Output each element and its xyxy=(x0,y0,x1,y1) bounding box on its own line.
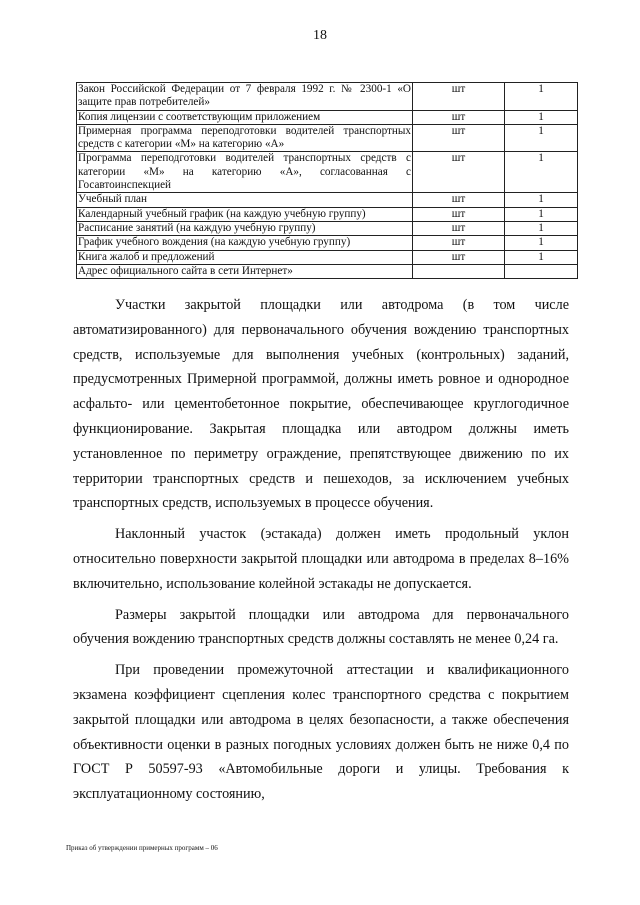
body-text xyxy=(73,293,569,813)
table-row xyxy=(77,110,578,124)
table-cell-name: Расписание занятий (на каждую учебную группу) xyxy=(77,221,413,235)
paragraph: Участки закрытой площадки или автодрома (в том числе автоматизированного) для первоначального обучения вождению транспортных средств, используемые для выполнения учебных (контрольных) заданий, предусмотренных Примерной программой, должны иметь ровное и однородное асфальто- или цементобетонное покрытие, обеспечивающее круглогодичное функционирование. Закрытая площадка или автодром должны иметь установленное по периметру ограждение, препятствующее движению по их территории транспортных средств и пешеходов, за исключением учебных транспортных средств, используемых в процессе обучения. xyxy=(73,297,569,512)
table-cell-name: Календарный учебный график (на каждую учебную группу) xyxy=(77,207,413,221)
table-row xyxy=(77,193,578,207)
table-cell-qty: 1 xyxy=(505,152,578,193)
equipment-table xyxy=(76,82,578,279)
table-cell-name: Книга жалоб и предложений xyxy=(77,250,413,264)
table-row xyxy=(77,250,578,264)
table-cell-qty xyxy=(505,264,578,278)
table-row xyxy=(77,152,578,193)
table-row xyxy=(77,264,578,278)
table-cell-name: Копия лицензии с соответствующим приложением xyxy=(77,110,413,124)
table-row xyxy=(77,221,578,235)
table-cell-unit: шт xyxy=(413,221,505,235)
table-cell-name: Адрес официального сайта в сети Интернет» xyxy=(77,264,413,278)
table-cell-unit: шт xyxy=(413,193,505,207)
page-number: 18 xyxy=(313,28,327,43)
table-cell-unit: шт xyxy=(413,250,505,264)
table-row xyxy=(77,124,578,152)
table-cell-qty: 1 xyxy=(505,250,578,264)
table-cell-unit: шт xyxy=(413,83,505,111)
table-cell-qty: 1 xyxy=(505,83,578,111)
table-cell-qty: 1 xyxy=(505,110,578,124)
page-footer: Приказ об утверждении примерных программ – 06 xyxy=(66,844,218,852)
table-cell-name: Примерная программа переподготовки водителей транспортных средств с категории «М» на категорию «А» xyxy=(78,124,411,151)
table-cell-name: График учебного вождения (на каждую учебную группу) xyxy=(77,236,413,250)
table-row xyxy=(77,83,578,111)
table-cell-qty: 1 xyxy=(505,193,578,207)
table-cell-name: Закон Российской Федерации от 7 февраля 1992 г. № 2300-1 «О защите прав потребителей» xyxy=(78,83,411,109)
table-cell-qty: 1 xyxy=(505,221,578,235)
table-cell-unit: шт xyxy=(413,110,505,124)
table-cell-unit: шт xyxy=(413,207,505,221)
table-cell-qty: 1 xyxy=(505,124,578,152)
table-cell-unit xyxy=(413,264,505,278)
table-row xyxy=(77,207,578,221)
table-cell-qty: 1 xyxy=(505,236,578,250)
paragraph: Размеры закрытой площадки или автодрома для первоначального обучения вождению транспортных средств должны составлять не менее 0,24 га. xyxy=(73,606,569,648)
paragraph: При проведении промежуточной аттестации и квалификационного экзамена коэффициент сцепления колес транспортного средства с покрытием закрытой площадки или автодрома в целях безопасности, а также обеспечения объективности оценки в разных погодных условиях должен быть не ниже 0,4 по ГОСТ Р 50597-93 «Автомобильные дороги и улицы. Требования к эксплуатационному состоянию, xyxy=(73,662,569,803)
table-row xyxy=(77,236,578,250)
table-cell-unit: шт xyxy=(413,124,505,152)
table-cell-name: Учебный план xyxy=(77,193,413,207)
table-cell-unit: шт xyxy=(413,236,505,250)
table-cell-name: Программа переподготовки водителей транспортных средств с категории «М» на категорию «А», согласованная с Госавтоинспекцией xyxy=(78,152,411,192)
table-cell-qty: 1 xyxy=(505,207,578,221)
paragraph: Наклонный участок (эстакада) должен иметь продольный уклон относительно поверхности закрытой площадки или автодрома в пределах 8–16% включительно, использование колейной эстакады не допускается. xyxy=(73,526,569,592)
table-cell-unit: шт xyxy=(413,152,505,193)
